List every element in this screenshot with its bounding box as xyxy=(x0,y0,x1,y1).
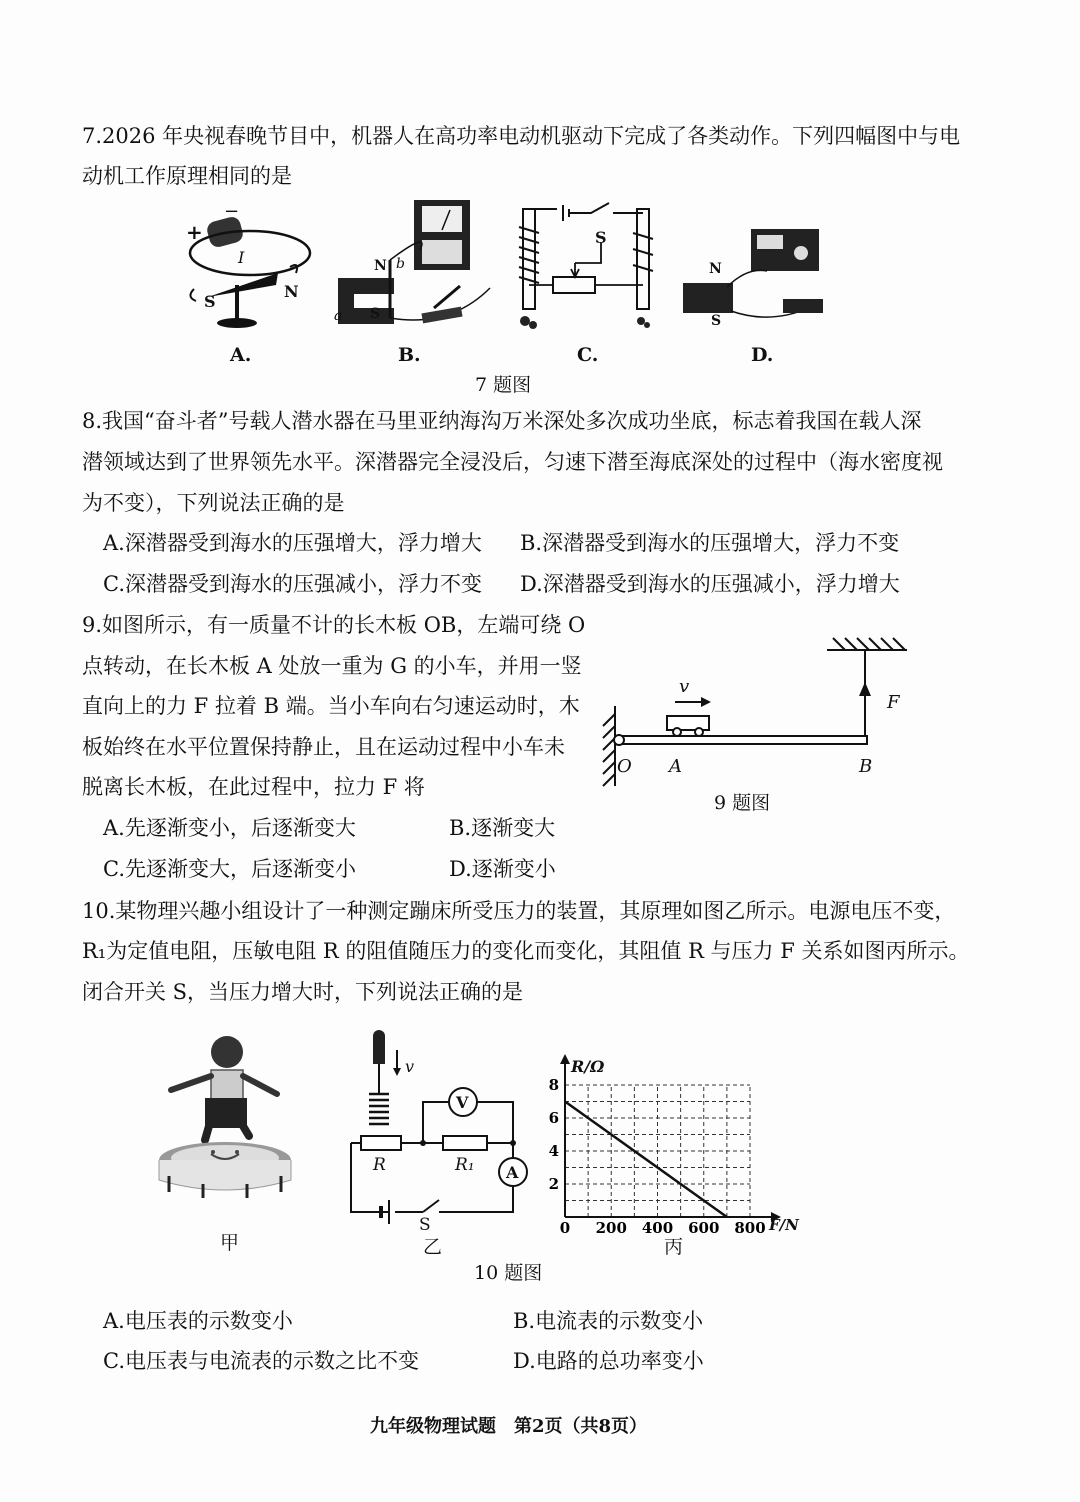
series-line xyxy=(565,1102,727,1218)
q8-stem-line3: 为不变），下列说法正确的是 xyxy=(82,491,345,515)
q7-a-plus: + xyxy=(186,220,203,244)
q8-stem-line2: 潜领域达到了世界领先水平。深潜器完全浸没后，匀速下潜至海底深处的过程中（海水密度视 xyxy=(82,450,943,474)
y-axis-label: R/Ω xyxy=(571,1057,605,1076)
y-tick-label: 6 xyxy=(548,1109,559,1127)
q7-figure-b xyxy=(330,200,500,335)
q10-rf-chart xyxy=(545,1052,815,1237)
q10-resistor-r-label: R xyxy=(373,1155,386,1175)
q10-option-d: D.电路的总功率变小 xyxy=(513,1349,704,1373)
q7-a-s: S xyxy=(204,292,216,311)
q9-option-b: B.逐渐变大 xyxy=(449,816,556,840)
q7-stem-line2: 动机工作原理相同的是 xyxy=(82,164,292,188)
q9-label-o: O xyxy=(617,756,632,777)
q7-figure-d xyxy=(675,225,835,330)
q9-stem-line3: 直向上的力 F 拉着 B 端。当小车向右匀速运动时，木 xyxy=(82,694,580,718)
x-tick-label: 0 xyxy=(559,1219,571,1237)
x-tick-label: 800 xyxy=(734,1219,766,1237)
q9-option-d: D.逐渐变小 xyxy=(449,857,556,881)
y-tick-label: 2 xyxy=(548,1175,559,1193)
q9-label-b: B xyxy=(859,756,873,777)
q7-option-c: C. xyxy=(577,344,599,366)
q8-option-c: C.深潜器受到海水的压强减小，浮力不变 xyxy=(103,572,482,596)
q8-option-a: A.深潜器受到海水的压强增大，浮力增大 xyxy=(103,531,482,555)
q10-circuit-figure xyxy=(345,1030,535,1235)
q10-option-a: A.电压表的示数变小 xyxy=(103,1309,293,1333)
q9-option-a: A.先逐渐变小，后逐渐变大 xyxy=(103,816,356,840)
q8-option-d: D.深潜器受到海水的压强减小，浮力增大 xyxy=(520,572,900,596)
q9-label-f: F xyxy=(887,692,900,713)
q10-stem-line2: R₁为定值电阻，压敏电阻 R 的阻值随压力的变化而变化，其阻值 R 与压力 F 关系如图丙所示。 xyxy=(82,939,970,963)
q9-board-ob xyxy=(619,736,867,744)
q9-figure-caption: 9 题图 xyxy=(714,792,771,814)
q7-d-s: S xyxy=(711,313,722,329)
q7-figure-caption: 7 题图 xyxy=(475,374,532,396)
q7-d-n: N xyxy=(709,261,722,277)
q10-stem-line3: 闭合开关 S，当压力增大时，下列说法正确的是 xyxy=(82,980,524,1004)
q10-ammeter-label: A xyxy=(506,1163,519,1182)
q9-stem-line2: 点转动，在长木板 A 处放一重为 G 的小车，并用一竖 xyxy=(82,654,582,678)
q7-option-b: B. xyxy=(398,344,421,366)
x-axis-label: F/N xyxy=(769,1216,799,1234)
q10-figure-bing-label: 丙 xyxy=(664,1236,684,1258)
q10-resistor-r1-label: R₁ xyxy=(455,1155,475,1175)
q10-switch-label: S xyxy=(419,1215,431,1235)
q10-trampoline-figure xyxy=(155,1030,305,1210)
q10-option-c: C.电压表与电流表的示数之比不变 xyxy=(103,1349,419,1373)
q7-a-minus: − xyxy=(224,201,240,222)
x-tick-label: 600 xyxy=(688,1219,720,1237)
q10-resistor-r1 xyxy=(443,1136,487,1150)
x-tick-label: 200 xyxy=(595,1219,627,1237)
q9-label-a: A xyxy=(669,756,682,777)
q10-figure-jia-label: 甲 xyxy=(220,1232,240,1254)
x-tick-label: 400 xyxy=(641,1219,674,1237)
q10-figure-yi-label: 乙 xyxy=(423,1236,443,1258)
q7-option-d: D. xyxy=(751,344,774,366)
q9-stem-line1: 9.如图所示，有一质量不计的长木板 OB，左端可绕 O xyxy=(82,613,586,637)
q9-lever-figure xyxy=(595,630,915,790)
y-tick-label: 4 xyxy=(548,1142,559,1160)
q9-stem-line5: 脱离长木板，在此过程中，拉力 F 将 xyxy=(82,775,425,799)
page-footer: 九年级物理试题 第2页（共8页） xyxy=(370,1416,648,1437)
q9-option-c: C.先逐渐变大，后逐渐变小 xyxy=(103,857,356,881)
q10-figure-caption: 10 题图 xyxy=(474,1262,543,1284)
q8-option-b: B.深潜器受到海水的压强增大，浮力不变 xyxy=(520,531,900,555)
q7-figure-a xyxy=(180,201,320,335)
q8-stem-line1: 8.我国“奋斗者”号载人潜水器在马里亚纳海沟万米深处多次成功坐底，标志着我国在载人深 xyxy=(82,409,922,433)
q9-wall-left xyxy=(603,706,615,786)
q7-a-n: N xyxy=(284,282,299,301)
q10-stem-line1: 10.某物理兴趣小组设计了一种测定蹦床所受压力的装置，其原理如图乙所示。电源电压不变， xyxy=(82,899,956,923)
q7-b-s: S xyxy=(370,306,381,322)
y-tick-label: 8 xyxy=(548,1076,559,1094)
q10-circuit-v-arrow-label: v xyxy=(405,1057,415,1076)
q7-b-a: a xyxy=(334,308,343,324)
q7-b-n: N xyxy=(374,258,387,274)
q10-voltmeter-label: V xyxy=(456,1093,469,1112)
q9-cart xyxy=(667,716,709,730)
q10-option-b: B.电流表的示数变小 xyxy=(513,1309,704,1333)
q10-resistor-r xyxy=(361,1136,401,1150)
q7-c-switch: S xyxy=(595,228,607,247)
q7-option-a: A. xyxy=(230,344,252,366)
q7-b-b: b xyxy=(396,256,405,272)
y-axis-arrow xyxy=(560,1054,570,1064)
q7-a-current: I xyxy=(238,248,245,267)
q9-label-v: v xyxy=(679,676,690,697)
q9-stem-line4: 板始终在水平位置保持静止，且在运动过程中小车未 xyxy=(82,735,565,759)
q7-stem-line1: 7.2026 年央视春晚节目中，机器人在高功率电动机驱动下完成了各类动作。下列四幅图中与电 xyxy=(82,124,961,148)
q7-figure-c xyxy=(515,205,665,335)
q9-ceiling xyxy=(827,638,907,650)
